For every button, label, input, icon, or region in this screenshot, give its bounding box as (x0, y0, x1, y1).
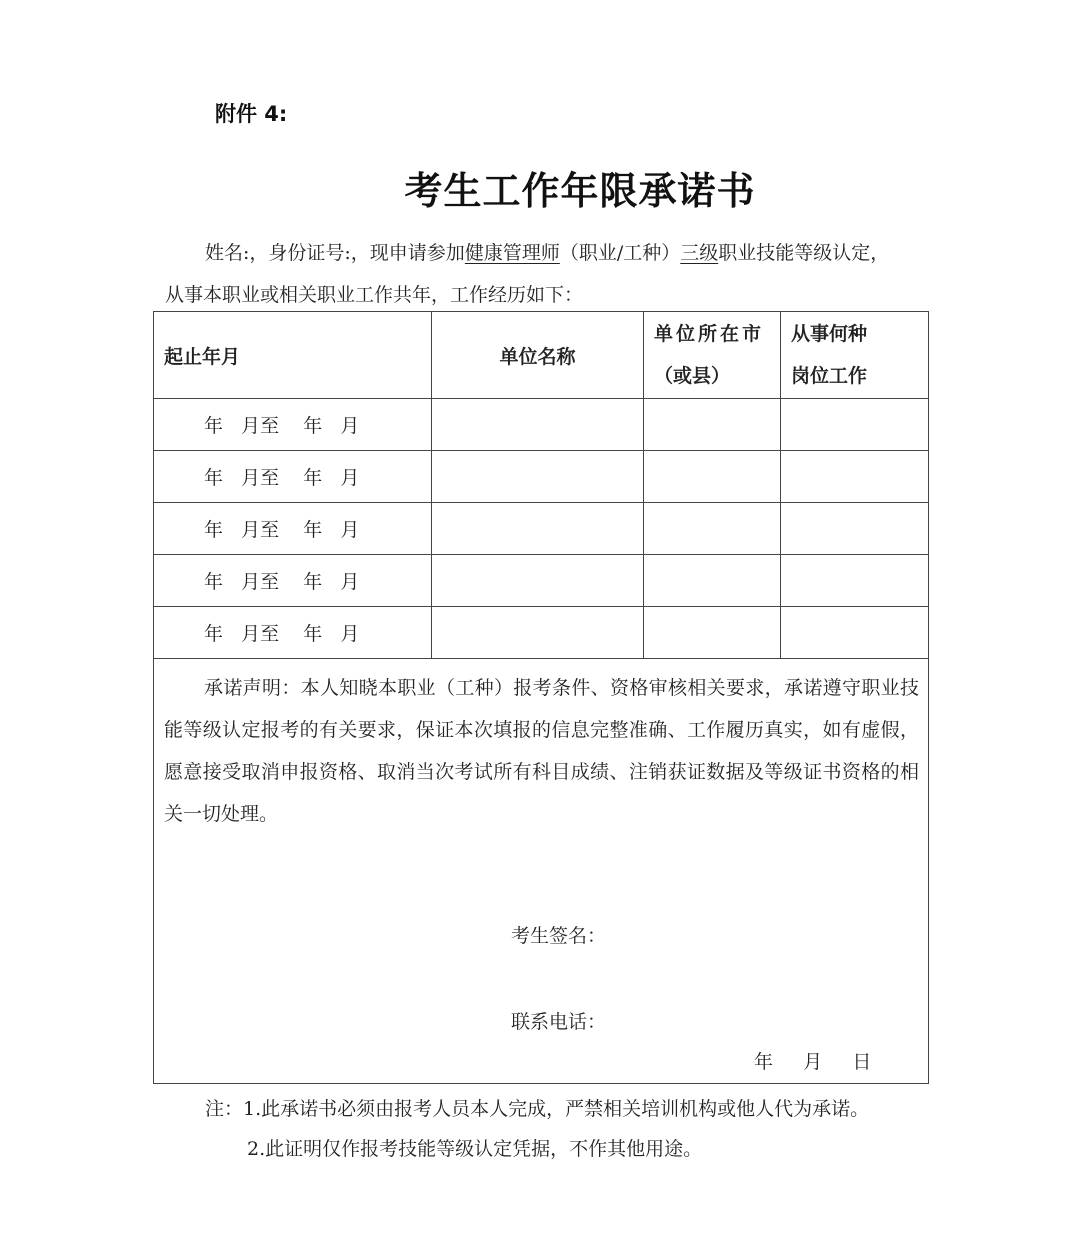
table-row (154, 399, 929, 451)
date-label: 年 月 日 (754, 1051, 872, 1073)
unit-name-cell[interactable] (432, 555, 644, 607)
unit-name-cell[interactable] (432, 451, 644, 503)
position-cell[interactable] (781, 607, 929, 659)
intro-name-id: 姓名:，身份证号:，现申请参加 (205, 242, 465, 264)
occupation-type-label: （职业/工种） (559, 242, 681, 264)
period-cell[interactable]: 年 月至 年 月 (154, 503, 432, 555)
unit-location-cell[interactable] (644, 399, 781, 451)
position-cell[interactable] (781, 555, 929, 607)
work-history-table (153, 311, 929, 1084)
table-row (154, 555, 929, 607)
table-row (154, 451, 929, 503)
commitment-cell (154, 659, 929, 1084)
unit-location-cell[interactable] (644, 503, 781, 555)
profession-name: 健康管理师 (464, 242, 560, 264)
position-cell[interactable] (781, 399, 929, 451)
unit-name-cell[interactable] (432, 503, 644, 555)
table-row (154, 503, 929, 555)
header-position-line1: 从事何种 (791, 323, 868, 345)
header-unit-location-line1: 单位所在市 (654, 323, 765, 345)
unit-location-cell[interactable] (644, 607, 781, 659)
commitment-row (154, 659, 929, 1084)
period-cell[interactable]: 年 月至 年 月 (154, 607, 432, 659)
header-position-line2: 岗位工作 (791, 365, 868, 387)
period-cell[interactable]: 年 月至 年 月 (154, 555, 432, 607)
period-cell[interactable]: 年 月至 年 月 (154, 399, 432, 451)
certification-label: 职业技能等级认定， (718, 242, 890, 264)
unit-name-cell[interactable] (432, 399, 644, 451)
header-unit-location (644, 312, 781, 399)
header-unit-name: 单位名称 (432, 312, 644, 399)
unit-location-cell[interactable] (644, 451, 781, 503)
header-position (781, 312, 929, 399)
unit-location-cell[interactable] (644, 555, 781, 607)
skill-level: 三级 (680, 242, 719, 264)
intro-paragraph (165, 232, 935, 316)
note-2: 2.此证明仅作报考技能等级认定凭据，不作其他用途。 (247, 1138, 703, 1160)
page-title: 考生工作年限承诺书 (404, 169, 756, 213)
commitment-statement: 承诺声明：本人知晓本职业（工种）报考条件、资格审核相关要求，承诺遵守职业技能等级认定报考的有关要求，保证本次填报的信息完整准确、工作履历真实，如有虚假，愿意接受取消申报资格、取消当次考试所有科目成绩、注销获证数据及等级证书资格的相关一切处理。 (164, 677, 919, 825)
intro-line-1 (165, 232, 935, 274)
table-row (154, 607, 929, 659)
position-cell[interactable] (781, 451, 929, 503)
intro-line-2: 从事本职业或相关职业工作共年，工作经历如下： (165, 284, 584, 306)
phone-label: 联系电话： (511, 1011, 607, 1033)
attachment-label: 附件 4: (215, 102, 288, 126)
note-1: 注：1.此承诺书必须由报考人员本人完成，严禁相关培训机构或他人代为承诺。 (205, 1098, 870, 1120)
signature-label: 考生签名： (511, 925, 607, 947)
header-unit-location-line2: （或县） (654, 365, 731, 387)
position-cell[interactable] (781, 503, 929, 555)
period-cell[interactable]: 年 月至 年 月 (154, 451, 432, 503)
header-period: 起止年月 (154, 312, 432, 399)
table-header-row (154, 312, 929, 399)
unit-name-cell[interactable] (432, 607, 644, 659)
